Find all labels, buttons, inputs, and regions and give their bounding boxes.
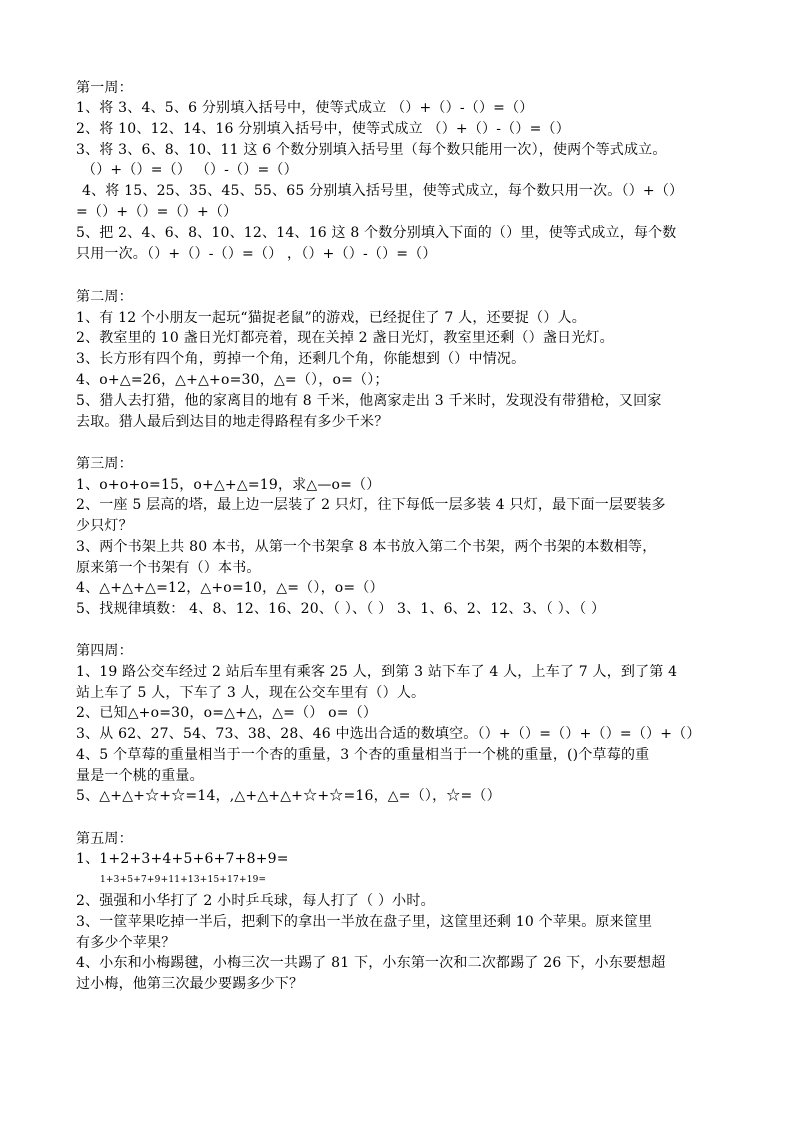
week-5-question-1: 1、1+2+3+4+5+6+7+8+9= [76, 851, 289, 867]
week-5-question-1-second-sum: 1+3+5+7+9+11+13+15+17+19= [100, 875, 267, 885]
week-5-heading: 第五周： [76, 831, 133, 847]
week-4-heading: 第四周： [76, 643, 133, 659]
week-2-question-4: 4、o+△=26，△+△+o=30，△=（），o=（）； [76, 372, 389, 388]
week-5-question-2: 2、强强和小华打了 2 小时乒乓球，每人打了（ ）小时。 [76, 893, 435, 909]
week-3-heading: 第三周： [76, 456, 133, 472]
week-3-question-4: 4、△+△+△=12，△+o=10，△=（），o=（） [76, 580, 384, 596]
week-4-question-4: 4、5 个草莓的重量相当于一个杏的重量，3 个杏的重量相当于一个桃的重量，()个草莓的重 [76, 747, 650, 763]
week-3-question-1: 1、o+o+o=15，o+△+△=19，求△—o=（） [76, 477, 381, 493]
week-5-question-4: 4、小东和小梅踢毽，小梅三次一共踢了 81 下，小东第一次和二次都踢了 26 下，小东要想超 [76, 955, 666, 971]
week-2-heading: 第二周： [76, 289, 133, 305]
week-1-question-5: 5、把 2、4、6、8、10、12、14、16 这 8 个数分别填入下面的（）里，使等式成立，每个数 [76, 225, 677, 241]
week-3-question-3: 3、两个书架上共 80 本书，从第一个书架拿 8 本书放入第二个书架，两个书架的本数相等， [76, 539, 657, 555]
week-3-question-5: 5、找规律填数： 4、8、12、16、20、（ ）、（ ） 3、1、6、2、12、3、（ ）、（ ） [76, 601, 606, 617]
week-1-question-4-equations: =（）+（）=（）+（） [76, 204, 238, 220]
week-5-question-4-continued: 过小梅，他第三次最少要踢多少下？ [76, 976, 304, 992]
week-4-question-3: 3、从 62、27、54、73、38、28、46 中选出合适的数填空。（）+（）=（）+（）=（）+（） [76, 726, 701, 742]
week-2-question-5-continued: 去取。猎人最后到达目的地走得路程有多少千米？ [76, 414, 389, 430]
week-1-question-5-continued: 只用一次。（）+（）-（）=（） ，（）+（）-（）=（） [76, 246, 437, 262]
week-3-question-2-continued: 少只灯？ [76, 518, 133, 534]
week-4-question-1: 1、19 路公交车经过 2 站后车里有乘客 25 人，到第 3 站下车了 4 人，上车了 7 人，到了第 4 [76, 664, 678, 680]
week-1-question-3: 3、将 3、6、8、10、11 这 6 个数分别填入括号里（每个数只能用一次），使两个等式成立。 [76, 142, 667, 158]
week-4-question-1-continued: 站上车了 5 人，下车了 3 人，现在公交车里有（）人。 [76, 685, 426, 701]
week-3-question-2: 2、一座 5 层高的塔，最上边一层装了 2 只灯，往下每低一层多装 4 只灯，最下面一层要装多 [76, 497, 666, 513]
week-2-question-1: 1、有 12 个小朋友一起玩“猫捉老鼠”的游戏，已经捉住了 7 人，还要捉（）人。 [76, 310, 586, 326]
week-1-question-1: 1、将 3、4、5、6 分别填入括号中，使等式成立 （）+（）-（）=（） [76, 100, 534, 116]
week-1-question-2: 2、将 10、12、14、16 分别填入括号中，使等式成立 （）+（）-（）=（） [76, 121, 570, 137]
week-3-question-3-continued: 原来第一个书架有（）本书。 [76, 560, 261, 576]
week-2-question-5: 5、猎人去打猎，他的家离目的地有 8 千米，他离家走出 3 千米时，发现没有带猎枪，又回家 [76, 393, 662, 409]
week-4-question-4-continued: 量是一个桃的重量。 [76, 768, 204, 784]
week-1-question-3-equations: （）+（）=（） （）-（）=（） [82, 162, 298, 178]
week-2-question-3: 3、长方形有四个角，剪掉一个角，还剩几个角，你能想到（）中情况。 [76, 351, 526, 367]
week-2-question-2: 2、教室里的 10 盏日光灯都亮着，现在关掉 2 盏日光灯，教室里还剩（）盏日光灯。 [76, 330, 614, 346]
week-5-question-3-continued: 有多少个苹果？ [76, 935, 176, 951]
week-4-question-5: 5、△+△+☆+☆=14，,△+△+△+☆+☆=16，△=（），☆=（） [76, 788, 501, 804]
week-4-question-2: 2、已知△+o=30，o=△+△，△=（） o=（） [76, 705, 378, 721]
week-1-question-4: 4、将 15、25、35、45、55、65 分别填入括号里，使等式成立，每个数只用一次。（）+（） [82, 183, 684, 199]
week-5-question-3: 3、一筐苹果吃掉一半后，把剩下的拿出一半放在盘子里，这筐里还剩 10 个苹果。原来筐里 [76, 914, 653, 930]
week-1-heading: 第一周： [76, 80, 133, 96]
